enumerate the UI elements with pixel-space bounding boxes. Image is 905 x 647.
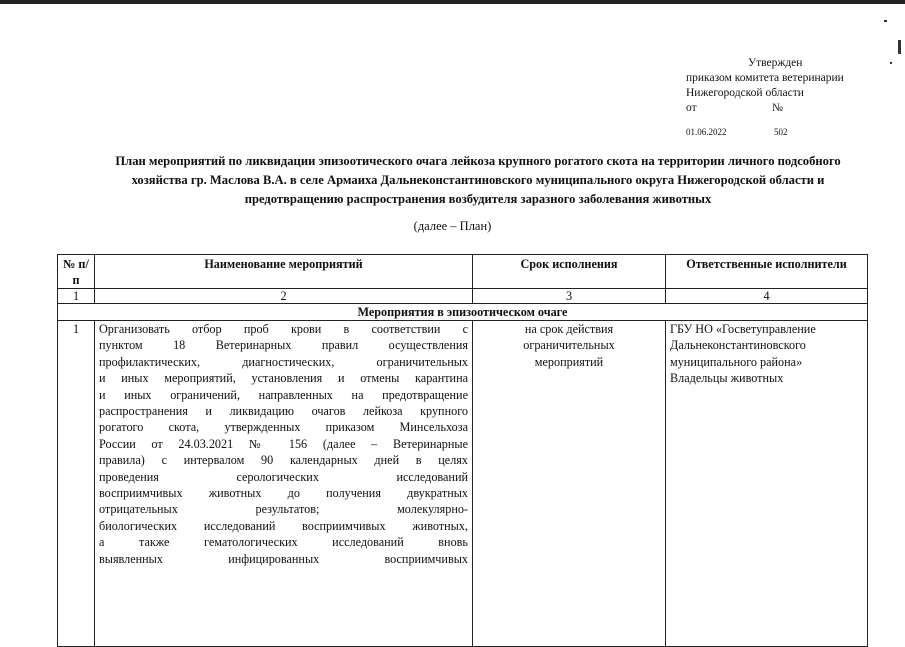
header-action: Наименование мероприятий	[95, 255, 473, 289]
section-row	[58, 304, 868, 321]
action-line: России от 24.03.2021 № 156 (далее – Ветеринарные	[99, 436, 468, 451]
approval-line: Нижегородской области	[686, 87, 804, 99]
responsible-owners: Владельцы животных	[670, 371, 784, 386]
action-line: Организовать отбор проб крови в соответствии с	[99, 322, 468, 336]
header-term: Срок исполнения	[473, 255, 666, 289]
column-number: 2	[95, 289, 473, 304]
row-action	[95, 321, 473, 647]
action-line: профилактических, диагностических, ограничительных	[99, 354, 468, 369]
header-number: № п/п	[58, 255, 95, 289]
document-title: План мероприятий по ликвидации эпизоотического очага лейкоза крупного рогатого скота на территории личного подсобного хозяйства гр. Маслова В.А. в селе Армаиха Дальнеконстантиновского муниципального округа Нижегородской области и предотвращению распространения возбудителя заразного заболевания животных	[115, 154, 841, 206]
header-responsible: Ответственные исполнители	[666, 255, 868, 289]
action-line: и иных мероприятий, установления и отмены карантина	[99, 371, 468, 386]
column-number: 1	[58, 289, 95, 304]
scan-speck	[898, 40, 901, 54]
action-line: пунктом 18 Ветеринарных правил осуществления	[99, 338, 468, 353]
action-line: правила) с интервалом 90 календарных дней в целях	[99, 453, 468, 468]
scan-speck	[884, 20, 887, 22]
action-line: восприимчивых животных до получения двукратных	[99, 486, 468, 501]
column-number-row	[58, 289, 868, 304]
scan-speck	[890, 62, 892, 64]
row-number: 1	[58, 321, 95, 647]
document-subtitle: (далее – План)	[413, 219, 492, 233]
action-line: биологических исследований восприимчивых животных,	[99, 518, 468, 533]
scan-top-edge	[0, 0, 905, 4]
action-line: распространения и ликвидацию очагов лейкоза крупного	[99, 404, 468, 419]
table-header-row	[58, 255, 868, 289]
plan-table	[57, 254, 868, 647]
action-line: проведения серологических исследований	[99, 469, 468, 484]
approval-from-label: от	[686, 102, 697, 114]
table-row	[58, 321, 868, 647]
approval-line: Утвержден	[748, 57, 803, 69]
row-responsible	[666, 321, 868, 647]
responsible-org: ГБУ НО «Госветуправление Дальнеконстантиновского муниципального района»	[670, 322, 816, 369]
column-number: 4	[666, 289, 868, 304]
approval-number-label: №	[772, 102, 783, 114]
row-term: на срок действия ограничительных мероприятий	[473, 321, 666, 647]
column-number: 3	[473, 289, 666, 304]
approval-number: 502	[774, 127, 788, 137]
action-line: выявленных инфицированных восприимчивых	[99, 551, 468, 566]
action-line: а также гематологических исследований вновь	[99, 535, 468, 550]
approval-date: 01.06.2022	[686, 127, 727, 137]
action-line: и иных ограничений, направленных на предотвращение	[99, 387, 468, 402]
action-line: рогатого скота, утвержденных приказом Минсельхоза	[99, 420, 468, 435]
approval-stamp	[686, 56, 844, 140]
section-heading: Мероприятия в эпизоотическом очаге	[58, 304, 868, 321]
action-line: отрицательных результатов; молекулярно-	[99, 502, 468, 517]
approval-line: приказом комитета ветеринарии	[686, 72, 844, 84]
